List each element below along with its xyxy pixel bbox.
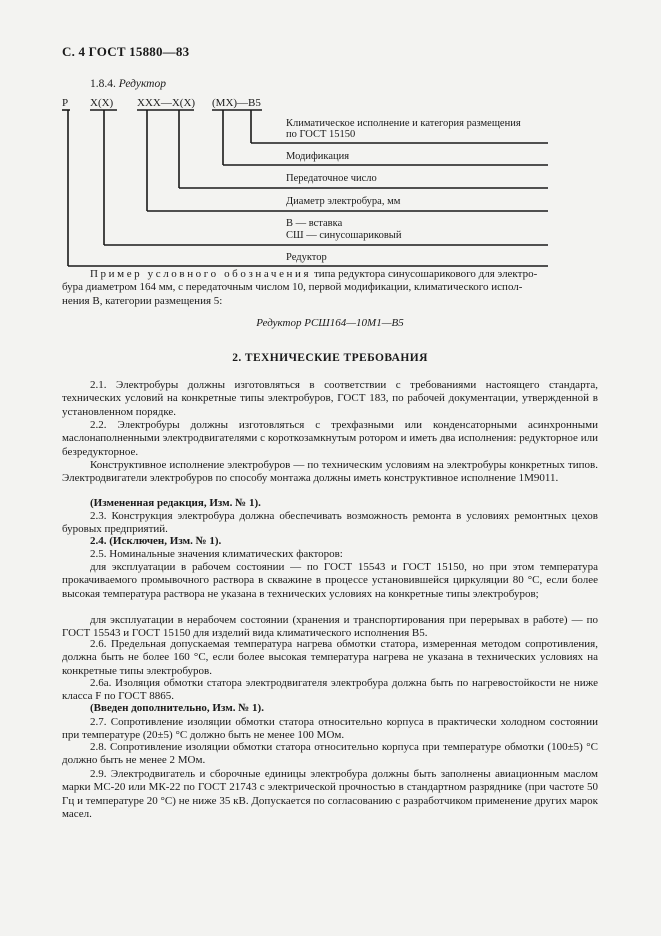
designation-diagram (0, 0, 661, 300)
paragraph-2-6a-note: (Введен дополнительно, Изм. № 1). (90, 702, 264, 714)
label-ratio: Передаточное число (286, 173, 377, 184)
paragraph-2-2-note: (Измененная редакция, Изм. № 1). (90, 497, 261, 509)
example-line-3: нения В, категории размещения 5: (62, 294, 223, 307)
example-designation: Редуктор РСШ164—10М1—В5 (256, 317, 404, 329)
label-climatic-std: по ГОСТ 15150 (286, 129, 356, 140)
section-number: 1.8.4. (90, 78, 116, 90)
paragraph-2-1: 2.1. Электробуры должны изготовляться в соответствии с требованиями настоящего стандарта, технических условий на конкретные типы электробуров, ГОСТ 183, по рабочей документации, утвержденной в установленном порядке. (62, 379, 598, 418)
code-r: Р (62, 97, 69, 109)
code-ratio: ХХХ—Х(Х) (137, 97, 196, 109)
paragraph-2-4: 2.4. (Исключен, Изм. № 1). (90, 535, 222, 547)
example-rest: типа редуктора синусошарикового для электро- (311, 268, 538, 280)
label-climatic: Климатическое исполнение и категория размещения (286, 118, 521, 129)
paragraph-2-6a: 2.6а. Изоляция обмотки статора электродвигателя электробура должна быть по нагревостойкости не ниже класса F по ГОСТ 8865. (62, 677, 598, 703)
example-spaced: Пример условного обозначения (90, 268, 312, 280)
section-title: Редуктор (118, 78, 166, 90)
paragraph-2-2: 2.2. Электробуры должны изготовляться с трехфазными или конденсаторными асинхронными маслонаполненными электродвигателями с короткозамкнутым ротором и иметь два исполнения: редукторное или безредукторное. (62, 419, 598, 458)
label-insert: В — вставка (286, 218, 343, 229)
code-diameter: Х(Х) (90, 97, 114, 109)
label-sinus: СШ — синусошариковый (286, 230, 402, 241)
page-header: С. 4 ГОСТ 15880—83 (62, 44, 190, 59)
label-modification: Модификация (286, 151, 350, 162)
paragraph-2-7: 2.7. Сопротивление изоляции обмотки статора относительно корпуса в практически холодном состоянии при температуре (20±5) °С должно быть не менее 100 МОм. (62, 716, 598, 742)
paragraph-2-6: 2.6. Предельная допускаемая температура нагрева обмотки статора, измеренная методом сопротивления, должна быть не более 160 °С, если более высокая температура нагрева не указана в технических условиях на конкретные типы электробуров. (62, 638, 598, 677)
paragraph-2-5-b: для эксплуатации в нерабочем состоянии (хранения и транспортирования при перерывах в работе) — по ГОСТ 15543 и ГОСТ 15150 для изделий вида климатического исполнения В5. (62, 614, 598, 640)
example-line-2: бура диаметром 164 мм, с передаточным числом 10, первой модификации, климатического испол- (62, 281, 523, 294)
label-reductor: Редуктор (286, 252, 327, 263)
paragraph-2-8: 2.8. Сопротивление изоляции обмотки статора относительно корпуса при температуре обмотки (100±5) °С должно быть не менее 2 МОм. (62, 741, 598, 767)
paragraph-2-5-a: для эксплуатации в рабочем состоянии — по ГОСТ 15543 и ГОСТ 15150, но при этом температура прокачиваемого промывочного раствора в скважине в процессе установившейся циркуляции 80 °С, если более высокая температура раствора не указана в технических условиях на конкретные типы электробуров; (62, 561, 598, 600)
paragraph-2-5: 2.5. Номинальные значения климатических факторов: (90, 548, 343, 560)
label-diameter: Диаметр электробура, мм (286, 196, 401, 207)
code-modification: (МХ)—В5 (212, 97, 261, 109)
paragraph-2-2-b: Конструктивное исполнение электробуров — по техническим условиям на электробуры конкретных типов. Электродвигатели электробуров по способу монтажа должны иметь конструктивное исполнение 1М9011. (62, 459, 598, 485)
section-2-title: 2. ТЕХНИЧЕСКИЕ ТРЕБОВАНИЯ (232, 352, 428, 364)
paragraph-2-3: 2.3. Конструкция электробура должна обеспечивать возможность ремонта в условиях ремонтных цехов буровых предприятий. (62, 510, 598, 536)
example-text (62, 268, 598, 308)
paragraph-2-9: 2.9. Электродвигатель и сборочные единицы электробура должны быть заполнены авиационным маслом марки МС-20 или МК-22 по ГОСТ 21743 с электрической прочностью в стандартном разряднике (при частоте 50 Гц и температуре 20 °С) не ниже 35 кВ. Допускается по согласованию с разработчиком применение других марок масел. (62, 768, 598, 821)
